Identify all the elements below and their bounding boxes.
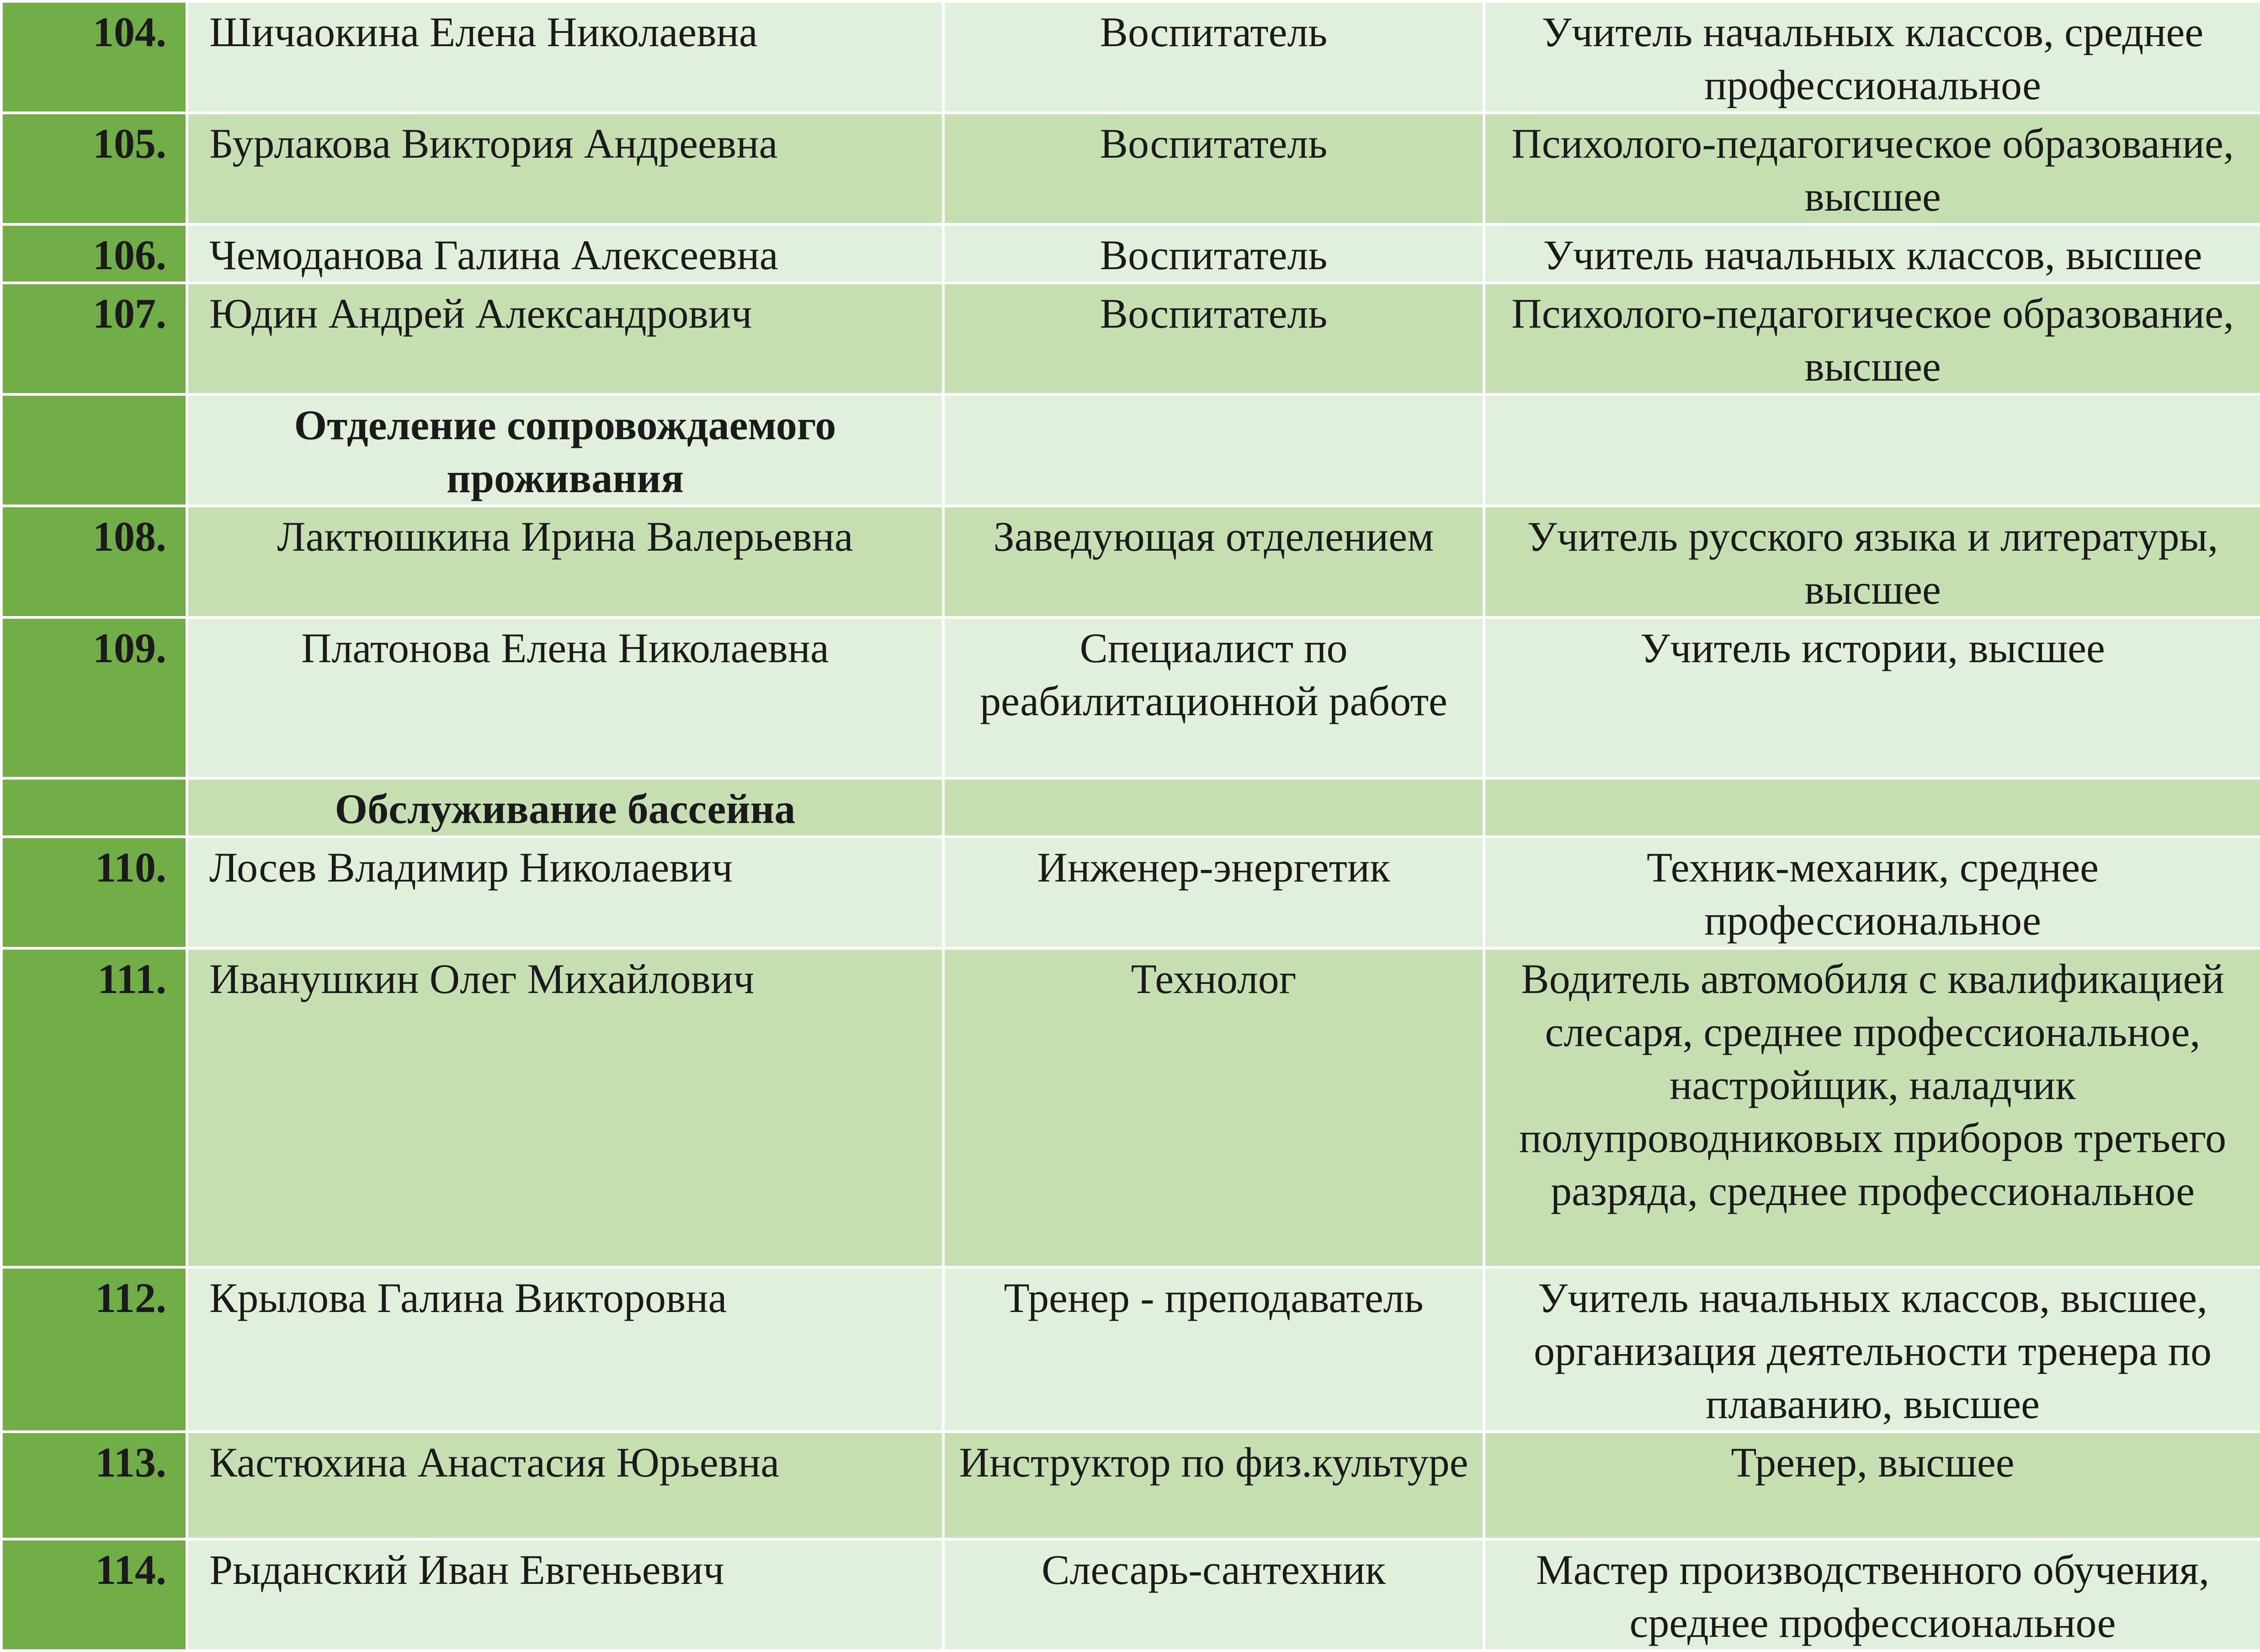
employee-position: Воспитатель <box>943 224 1484 283</box>
row-number: 113. <box>1 1432 187 1539</box>
section-row <box>1 394 2260 506</box>
employee-position: Заведующая отделением <box>943 506 1484 617</box>
row-number: 111. <box>1 948 187 1267</box>
employee-education: Учитель истории, высшее <box>1484 617 2260 778</box>
row-number: 105. <box>1 113 187 224</box>
employee-name: Платонова Елена Николаевна <box>187 617 943 778</box>
employee-education: Психолого-педагогическое образование, высшее <box>1484 113 2260 224</box>
row-number: 107. <box>1 283 187 394</box>
section-title: Обслуживание бассейна <box>187 778 943 837</box>
employee-position: Слесарь-сантехник <box>943 1539 1484 1651</box>
row-number-empty <box>1 778 187 837</box>
table-row <box>1 617 2260 778</box>
table-row <box>1 113 2260 224</box>
table-row <box>1 1267 2260 1432</box>
employee-position: Специалист по реабилитационной работе <box>943 617 1484 778</box>
empty-cell <box>943 778 1484 837</box>
employee-position: Воспитатель <box>943 113 1484 224</box>
employee-name: Чемоданова Галина Алексеевна <box>187 224 943 283</box>
employee-education: Тренер, высшее <box>1484 1432 2260 1539</box>
employee-name: Кастюхина Анастасия Юрьевна <box>187 1432 943 1539</box>
employee-education: Учитель русского языка и литературы, высшее <box>1484 506 2260 617</box>
employee-name: Иванушкин Олег Михайлович <box>187 948 943 1267</box>
empty-cell <box>1484 394 2260 506</box>
section-row <box>1 778 2260 837</box>
table-row <box>1 1 2260 113</box>
employee-name: Лосев Владимир Николаевич <box>187 837 943 948</box>
row-number: 108. <box>1 506 187 617</box>
employee-education: Учитель начальных классов, высшее, организация деятельности тренера по плаванию, высшее <box>1484 1267 2260 1432</box>
row-number: 109. <box>1 617 187 778</box>
employee-position: Инженер-энергетик <box>943 837 1484 948</box>
employee-position: Воспитатель <box>943 1 1484 113</box>
employee-name: Лактюшкина Ирина Валерьевна <box>187 506 943 617</box>
row-number: 112. <box>1 1267 187 1432</box>
employee-name: Рыданский Иван Евгеньевич <box>187 1539 943 1651</box>
employee-position: Воспитатель <box>943 283 1484 394</box>
employee-name: Юдин Андрей Александрович <box>187 283 943 394</box>
employee-name: Крылова Галина Викторовна <box>187 1267 943 1432</box>
empty-cell <box>943 394 1484 506</box>
row-number: 110. <box>1 837 187 948</box>
empty-cell <box>1484 778 2260 837</box>
employee-education: Учитель начальных классов, высшее <box>1484 224 2260 283</box>
employee-name: Шичаокина Елена Николаевна <box>187 1 943 113</box>
table-row <box>1 837 2260 948</box>
employee-position: Технолог <box>943 948 1484 1267</box>
table-row <box>1 1539 2260 1651</box>
table-row <box>1 506 2260 617</box>
table-row <box>1 283 2260 394</box>
section-title: Отделение сопровождаемого проживания <box>187 394 943 506</box>
employee-education: Учитель начальных классов, среднее профессиональное <box>1484 1 2260 113</box>
employee-position: Тренер - преподаватель <box>943 1267 1484 1432</box>
table-row <box>1 224 2260 283</box>
row-number: 106. <box>1 224 187 283</box>
row-number-empty <box>1 394 187 506</box>
employee-education: Техник-механик, среднее профессиональное <box>1484 837 2260 948</box>
table-row <box>1 1432 2260 1539</box>
employee-education: Мастер производственного обучения, среднее профессиональное <box>1484 1539 2260 1651</box>
row-number: 104. <box>1 1 187 113</box>
employee-education: Психолого-педагогическое образование, высшее <box>1484 283 2260 394</box>
table-row <box>1 948 2260 1267</box>
employee-name: Бурлакова Виктория Андреевна <box>187 113 943 224</box>
employee-position: Инструктор по физ.культуре <box>943 1432 1484 1539</box>
employee-education: Водитель автомобиля с квалификацией слесаря, среднее профессиональное, настройщик, наладчик полупроводниковых приборов третьего разряда, среднее профессиональное <box>1484 948 2260 1267</box>
row-number: 114. <box>1 1539 187 1651</box>
